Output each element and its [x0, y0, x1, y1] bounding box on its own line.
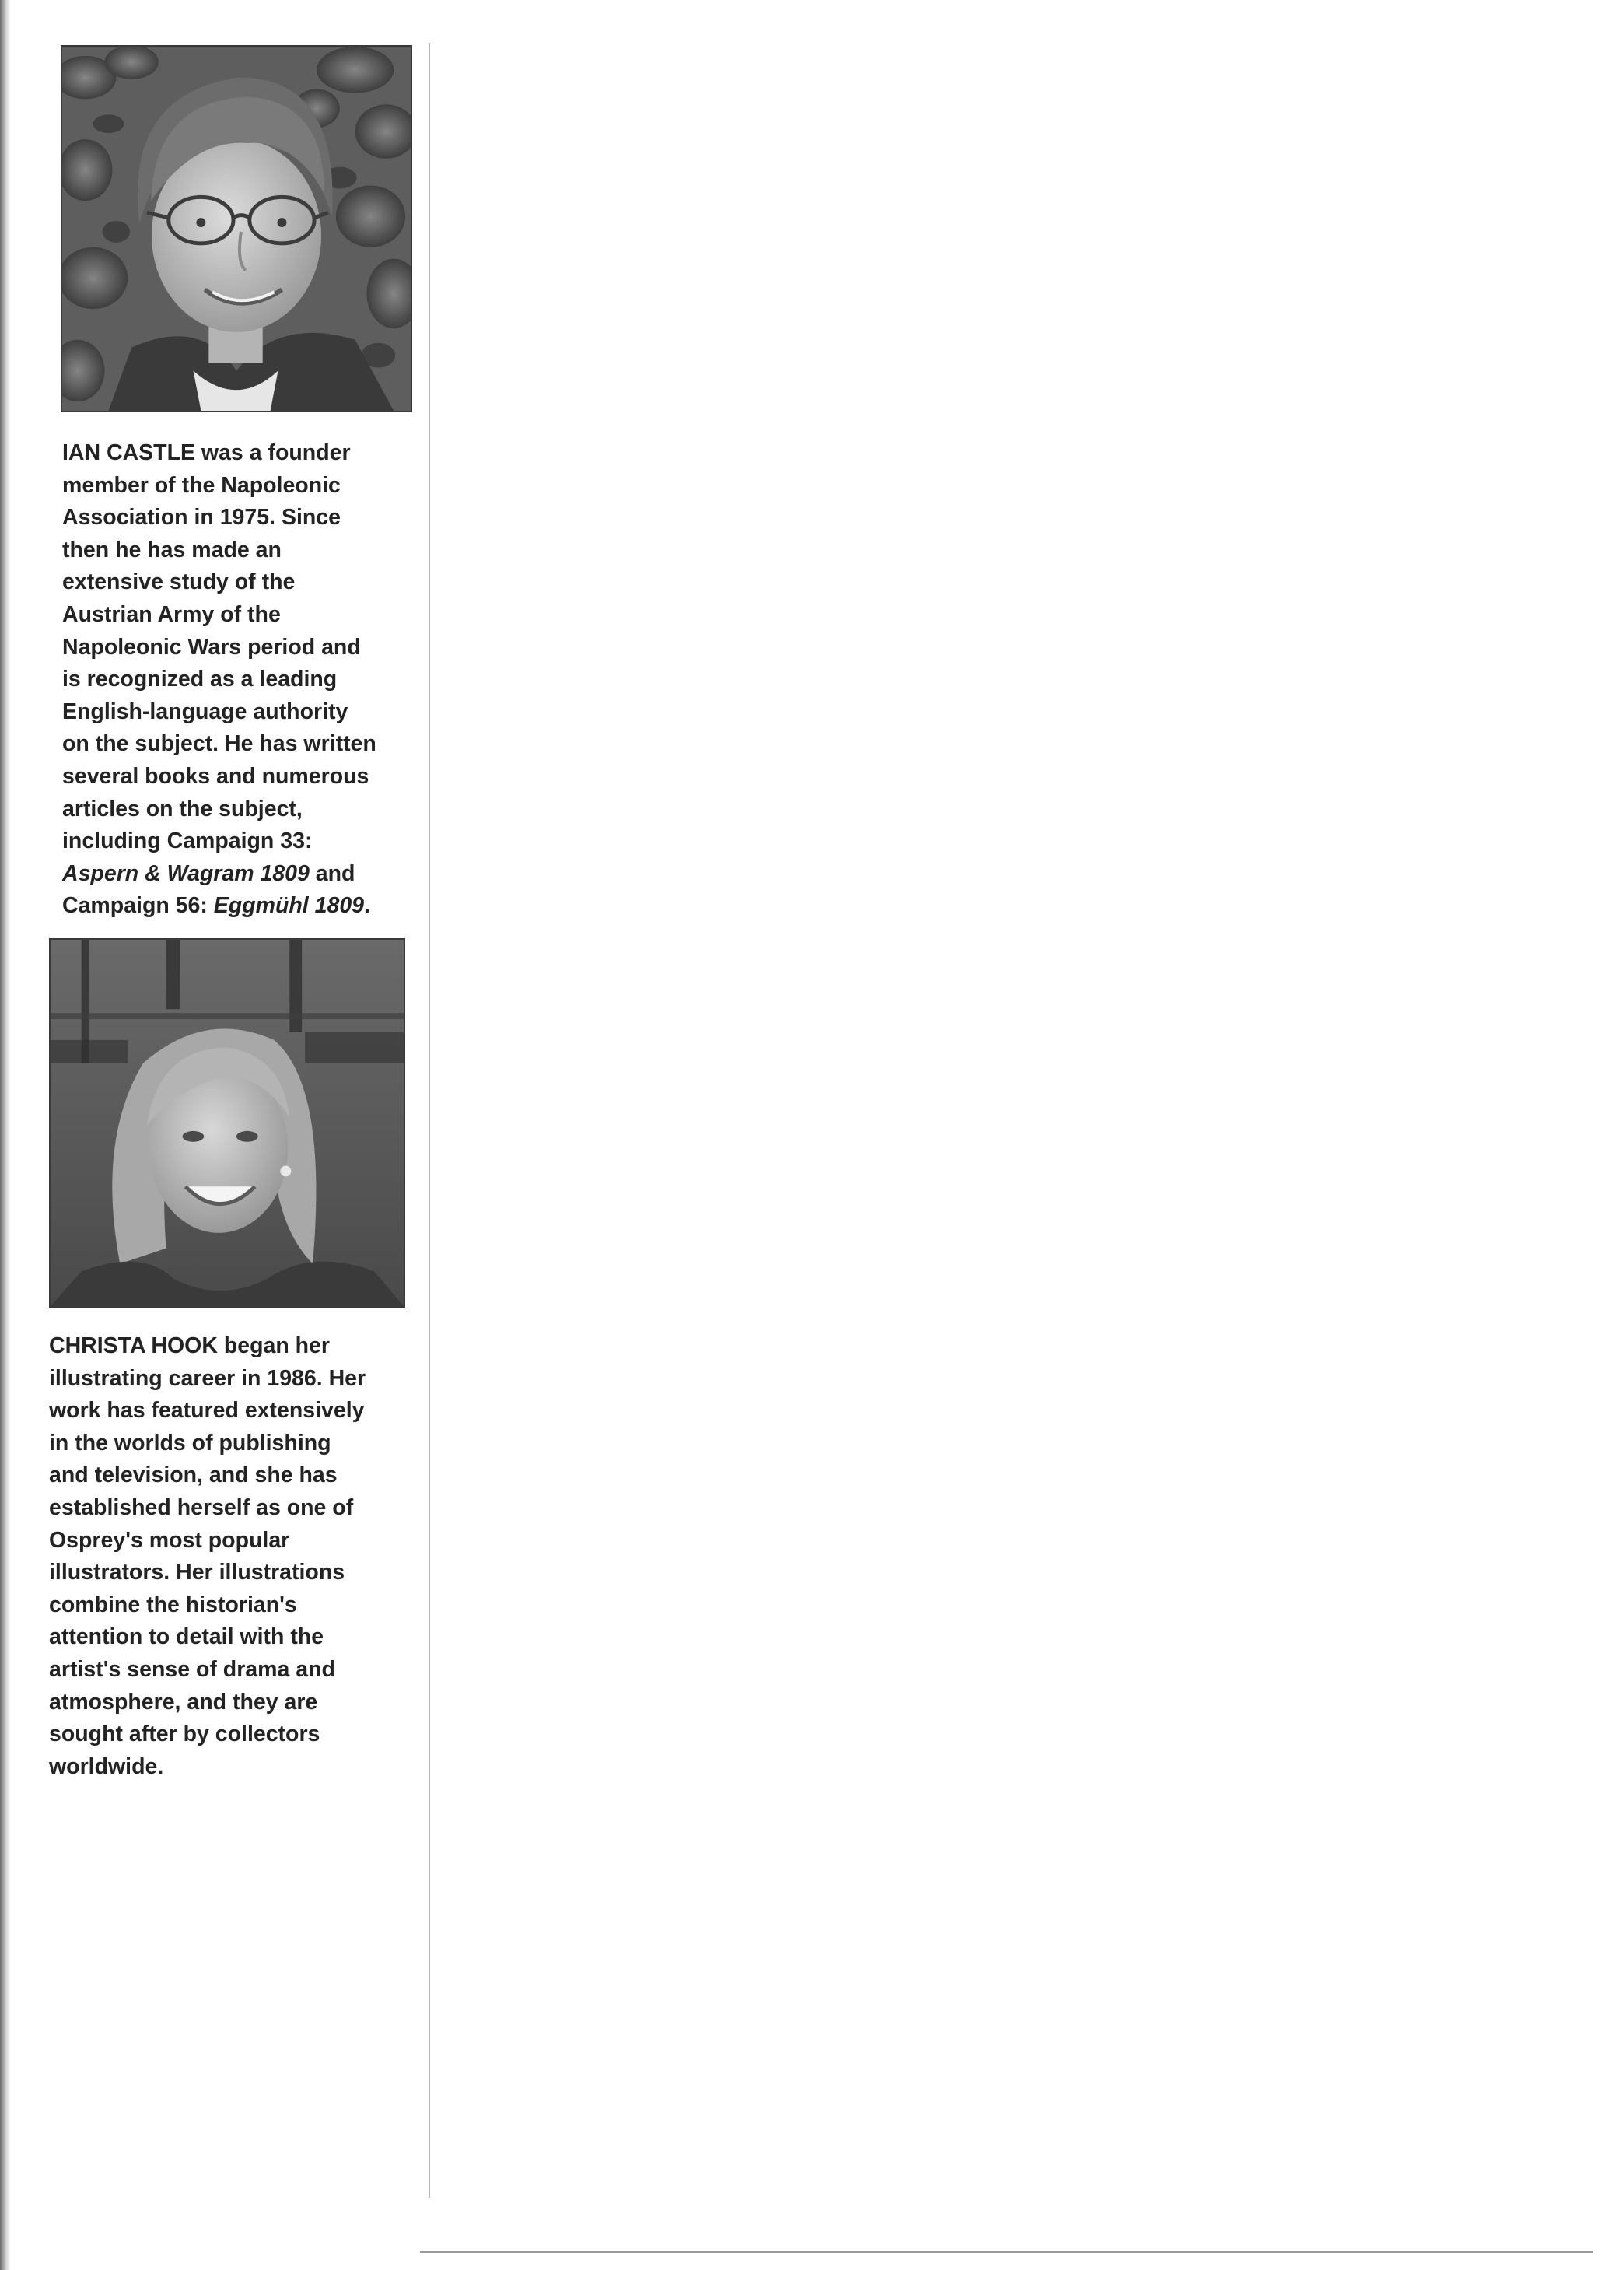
illustrator-bio-text: sought after by collectors [49, 1722, 320, 1747]
illustrator-bio-line [49, 1330, 415, 1363]
illustrator-photo-image [51, 940, 404, 1306]
author-bio-line [62, 858, 420, 891]
author-bio-text: IAN CASTLE was a founder [62, 440, 351, 465]
author-bio-text: Association in 1975. Since [62, 505, 341, 531]
author-bio-text: is recognized as a leading [62, 667, 338, 692]
illustrator-bio-text: established herself as one of [49, 1494, 354, 1520]
illustrator-bio-line [49, 1621, 415, 1654]
illustrator-bio-line [49, 1654, 415, 1687]
illustrator-bio-text: attention to detail with the [49, 1624, 324, 1650]
author-bio-line [62, 632, 420, 664]
illustrator-bio-line [49, 1589, 415, 1622]
author-bio-text: . [364, 893, 370, 919]
illustrator-bio-text: worldwide. [49, 1753, 164, 1779]
author-bio-text: Eggmühl 1809 [213, 893, 365, 919]
illustrator-bio-line [49, 1751, 415, 1784]
illustrator-bio-line [49, 1525, 415, 1557]
author-photo-image [62, 47, 411, 411]
scan-edge-shadow [0, 0, 11, 2270]
author-bio-line [62, 696, 420, 729]
author-bio-text: member of the Napoleonic [62, 472, 341, 498]
author-bio-text: Napoleonic Wars period and [62, 634, 361, 660]
author-bio-text: English-language authority [62, 699, 348, 724]
illustrator-bio-text: combine the historian's [49, 1592, 297, 1617]
author-bio-line [62, 534, 420, 567]
illustrator-bio-text: artist's sense of drama and [49, 1656, 335, 1682]
author-bio-text: several books and numerous [62, 763, 369, 789]
illustrator-bio-line [49, 1718, 415, 1751]
author-bio-line [62, 566, 420, 599]
author-bio-text: Aspern & Wagram 1809 [62, 860, 310, 886]
author-bio-text: including Campaign 33: [62, 828, 313, 854]
author-bio-text: Campaign 56: [62, 893, 214, 919]
author-bio-line [62, 437, 420, 470]
author-bio-line [62, 728, 420, 761]
illustrator-photo [49, 938, 405, 1308]
illustrator-bio-text: CHRISTA HOOK began her [49, 1333, 331, 1358]
illustrator-bio-text: work has featured extensively [49, 1398, 365, 1424]
author-photo [61, 45, 412, 412]
author-bio-line [62, 793, 420, 826]
author-bio-line [62, 761, 420, 793]
author-bio-line [62, 502, 420, 534]
illustrator-bio-line [49, 1687, 415, 1719]
author-bio [62, 437, 420, 923]
illustrator-bio-line [49, 1492, 415, 1525]
scan-bottom-line [420, 2251, 1593, 2253]
illustrator-bio-line [49, 1459, 415, 1492]
author-bio-line [62, 825, 420, 858]
author-bio-line [62, 599, 420, 632]
author-bio-text: and [309, 860, 355, 886]
author-bio-line [62, 890, 420, 923]
author-bio-text: extensive study of the [62, 569, 296, 595]
illustrator-bio-text: atmosphere, and they are [49, 1689, 318, 1715]
author-bio-text: Austrian Army of the [62, 601, 281, 627]
illustrator-bio-text: in the worlds of publishing [49, 1430, 331, 1456]
column-divider [429, 43, 430, 2198]
author-bio-text: articles on the subject, [62, 796, 303, 821]
illustrator-bio-text: illustrating career in 1986. Her [49, 1365, 366, 1391]
author-bio-text: on the subject. He has written [62, 731, 376, 757]
illustrator-bio-line [49, 1395, 415, 1428]
illustrator-bio-line [49, 1557, 415, 1589]
illustrator-bio-line [49, 1363, 415, 1396]
author-bio-line [62, 470, 420, 503]
illustrator-bio-text: Osprey's most popular [49, 1527, 290, 1553]
illustrator-bio-line [49, 1428, 415, 1460]
illustrator-bio-text: illustrators. Her illustrations [49, 1560, 345, 1585]
author-bio-text: then he has made an [62, 537, 282, 562]
author-bio-line [62, 664, 420, 696]
illustrator-bio [49, 1330, 415, 1783]
illustrator-bio-text: and television, and she has [49, 1463, 338, 1488]
